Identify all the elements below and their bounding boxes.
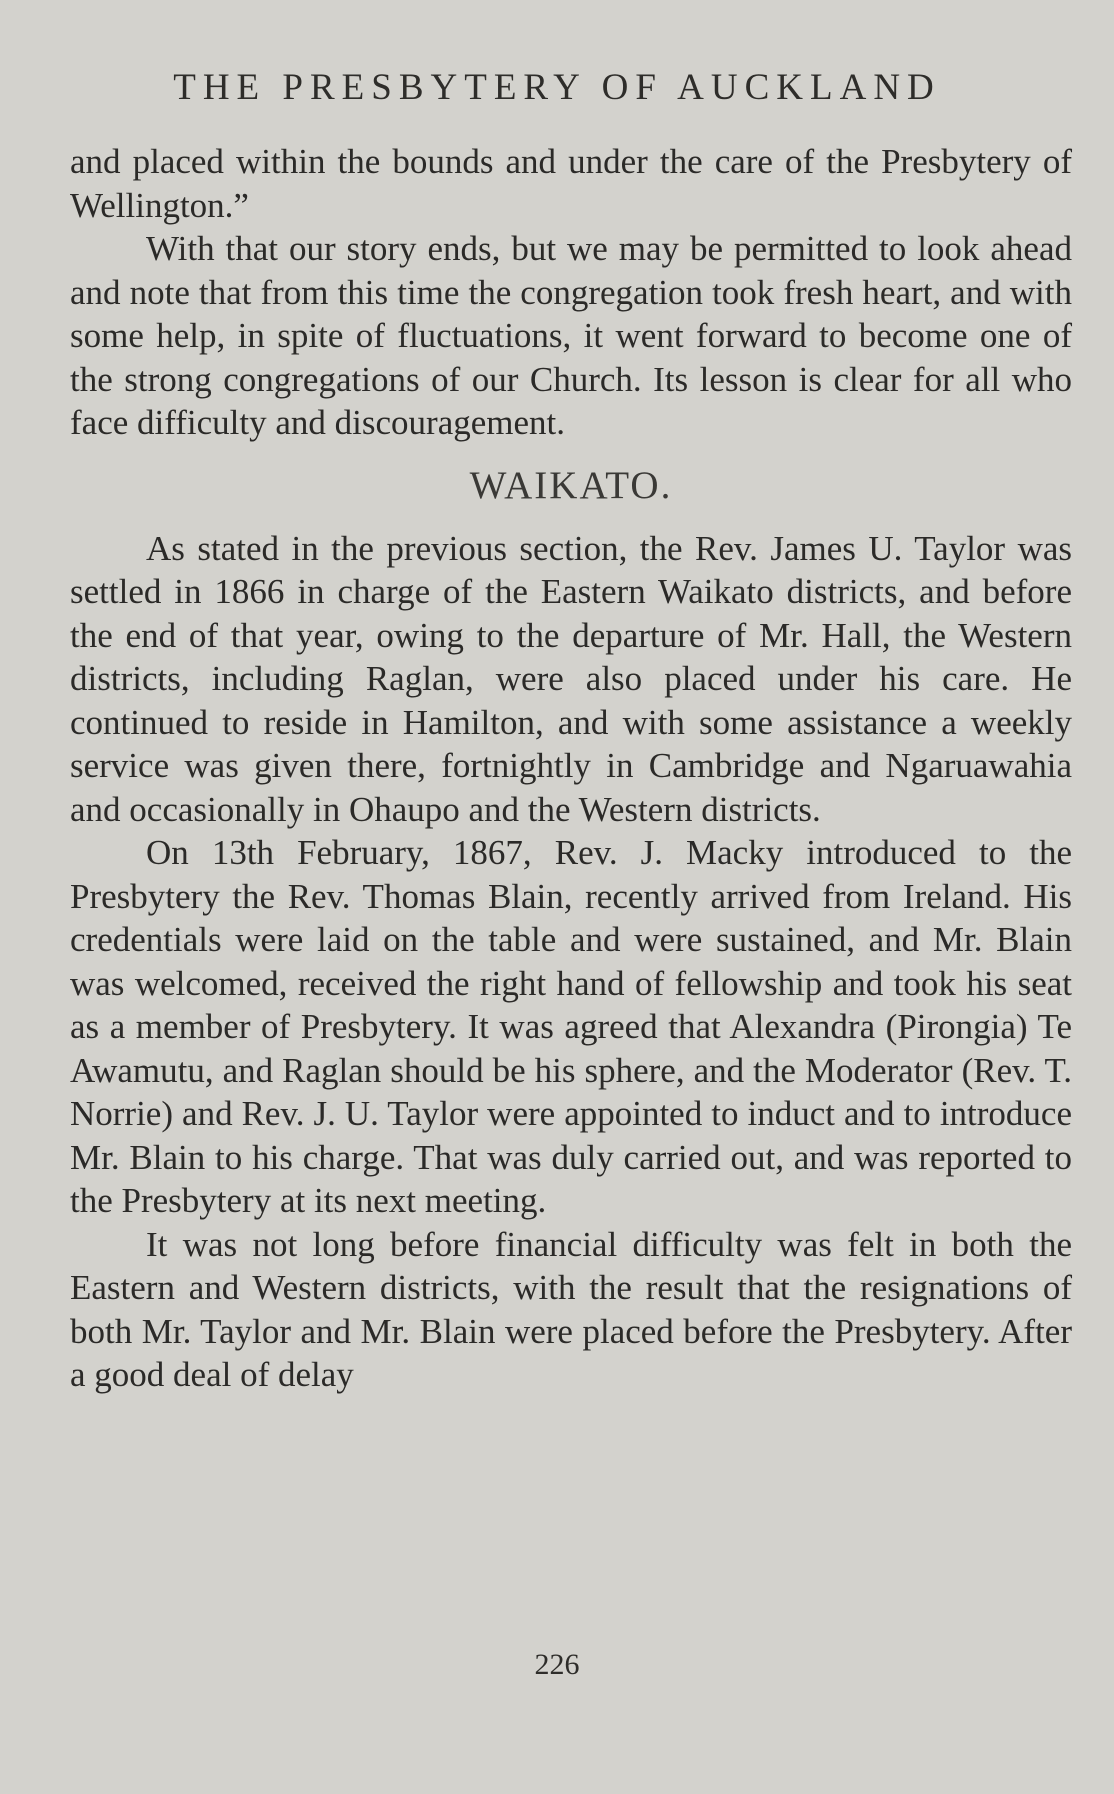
running-head: THE PRESBYTERY OF AUCKLAND: [173, 67, 941, 108]
paragraph: As stated in the previous section, the Rev. James U. Taylor was settled in 1866 in charge of the Eastern Waikato districts, and before the end of that year, owing to the departure of Mr. Hall, the Western districts, including Raglan, were also placed under his care. He continued to reside in Hamilton, and with some assistance a weekly service was given there, fortnightly in Cambridge and Ngaruawahia and occasionally in Ohaupo and the Western districts.: [70, 528, 1072, 829]
paragraph: With that our story ends, but we may be permitted to look ahead and note that from this time the congregation took fresh heart, and with some help, in spite of fluctuations, it went forward to become one of the strong congregations of our Church. Its lesson is clear for all who face difficulty and discouragement.: [70, 229, 1072, 442]
section-heading: WAIKATO.: [469, 463, 673, 507]
page-number: 226: [534, 1648, 580, 1681]
body-text: [70, 140, 1072, 1397]
paragraph: It was not long before financial difficulty was felt in both the Eastern and Western districts, with the result that the resignations of both Mr. Taylor and Mr. Blain were placed before the Presbytery. After a good deal of delay: [70, 1224, 1072, 1394]
paragraph-continuation: and placed within the bounds and under the care of the Presbytery of Wellington.”: [70, 142, 1072, 225]
paragraph: On 13th February, 1867, Rev. J. Macky introduced to the Presbytery the Rev. Thomas Blain, recently arrived from Ireland. His credentials were laid on the table and were sustained, and Mr. Blain was welcomed, received the right hand of fellowship and took his seat as a member of Presbytery. It was agreed that Alexandra (Pirongia) Te Awamutu, and Raglan should be his sphere, and the Moderator (Rev. T. Norrie) and Rev. J. U. Taylor were appointed to induct and to introduce Mr. Blain to his charge. That was duly carried out, and was reported to the Presbytery at its next meeting.: [70, 833, 1072, 1220]
